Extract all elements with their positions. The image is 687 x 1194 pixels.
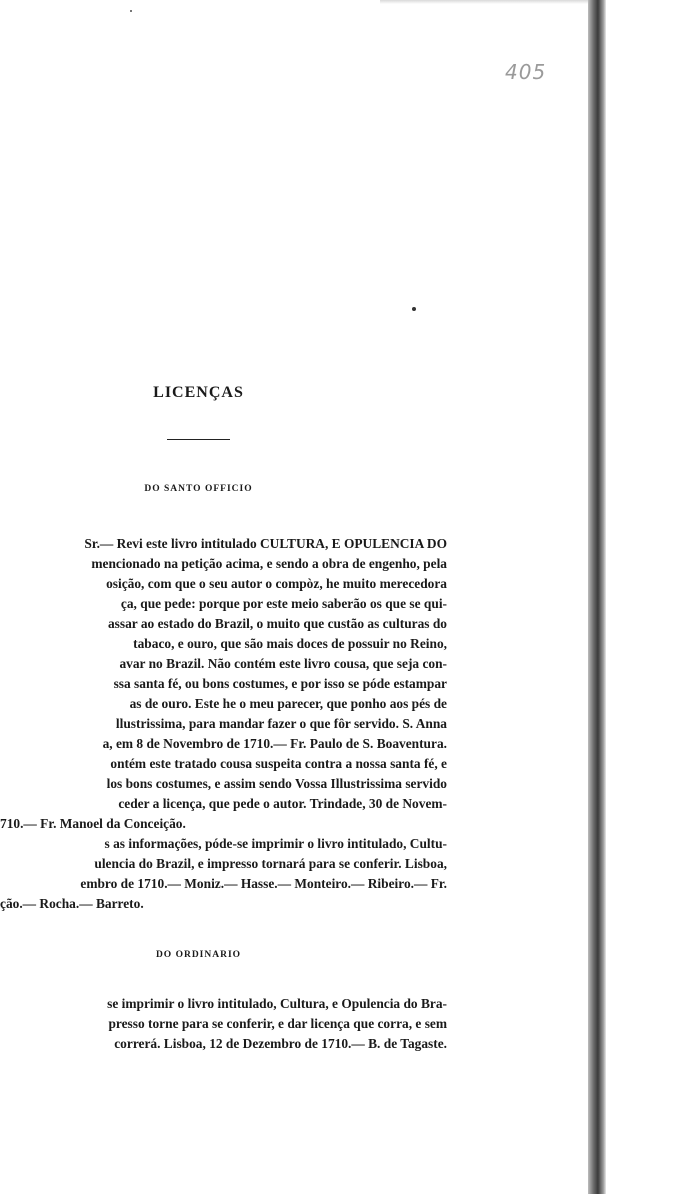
text-line: as de ouro. Este he o meu parecer, que ponho aos pés de [129, 696, 447, 711]
text-line: assar ao estado do Brazil, o muito que custão as culturas do [107, 616, 447, 631]
section-heading-ordinario: DO ORDINARIO [155, 950, 242, 960]
text-line: avar no Brazil. Não contém este livro cousa, que seja con- [119, 656, 447, 671]
text-line: ontém este tratado cousa suspeita contra a nossa santa fé, e [110, 756, 447, 771]
text-line: los bons costumes, e assim sendo Vossa Illustrissima servido [106, 776, 447, 791]
text-line: se imprimir o livro intitulado, Cultura, e Opulencia do Bra- [107, 996, 447, 1011]
text-line: mencionado na petição acima, e sendo a obra de engenho, pela [91, 556, 447, 571]
text-line: embro de 1710.— Moniz.— Hasse.— Monteiro.— Ribeiro.— Fr. [80, 876, 447, 891]
text-line: ssa santa fé, ou bons costumes, e por isso se póde estampar [113, 676, 447, 691]
folio-number: 405 [505, 60, 547, 84]
text-line: llustrissima, para mandar fazer o que fôr servido. S. Anna [115, 716, 447, 731]
page-top-shadow [380, 0, 590, 4]
page-margin [606, 0, 687, 1194]
page-title: LICENÇAS [153, 384, 244, 401]
text-line: osição, com que o seu autor o compòz, he muito merecedora [106, 576, 447, 591]
ink-dot [412, 307, 416, 311]
text-line: Sr.— Revi este livro intitulado CULTURA, E OPULENCIA DO [84, 536, 447, 551]
text-line: s as informações, póde-se imprimir o livro intitulado, Cultu- [104, 836, 447, 851]
text-line: ção.— Rocha.— Barreto. [0, 896, 144, 911]
text-line: ça, que pede: porque por este meio saberão os que se qui- [120, 596, 447, 611]
page-gutter-shadow [588, 0, 606, 1194]
ink-speck [130, 10, 132, 12]
section-heading-santo-officio: DO SANTO OFFICIO [144, 484, 253, 494]
text-line: ulencia do Brazil, e impresso tornará para se conferir. Lisboa, [94, 856, 447, 871]
text-line: correrá. Lisboa, 12 de Dezembro de 1710.— B. de Tagaste. [114, 1036, 447, 1051]
text-line: ceder a licença, que pede o autor. Trindade, 30 de Novem- [118, 796, 447, 811]
text-line: tabaco, e ouro, que são mais doces de possuir no Reino, [133, 636, 447, 651]
text-line: 710.— Fr. Manoel da Conceição. [0, 816, 186, 831]
text-line: presso torne para se conferir, e dar licença que corra, e sem [108, 1016, 447, 1031]
text-line: a, em 8 de Novembro de 1710.— Fr. Paulo de S. Boaventura. [102, 736, 447, 751]
title-rule [167, 439, 230, 440]
